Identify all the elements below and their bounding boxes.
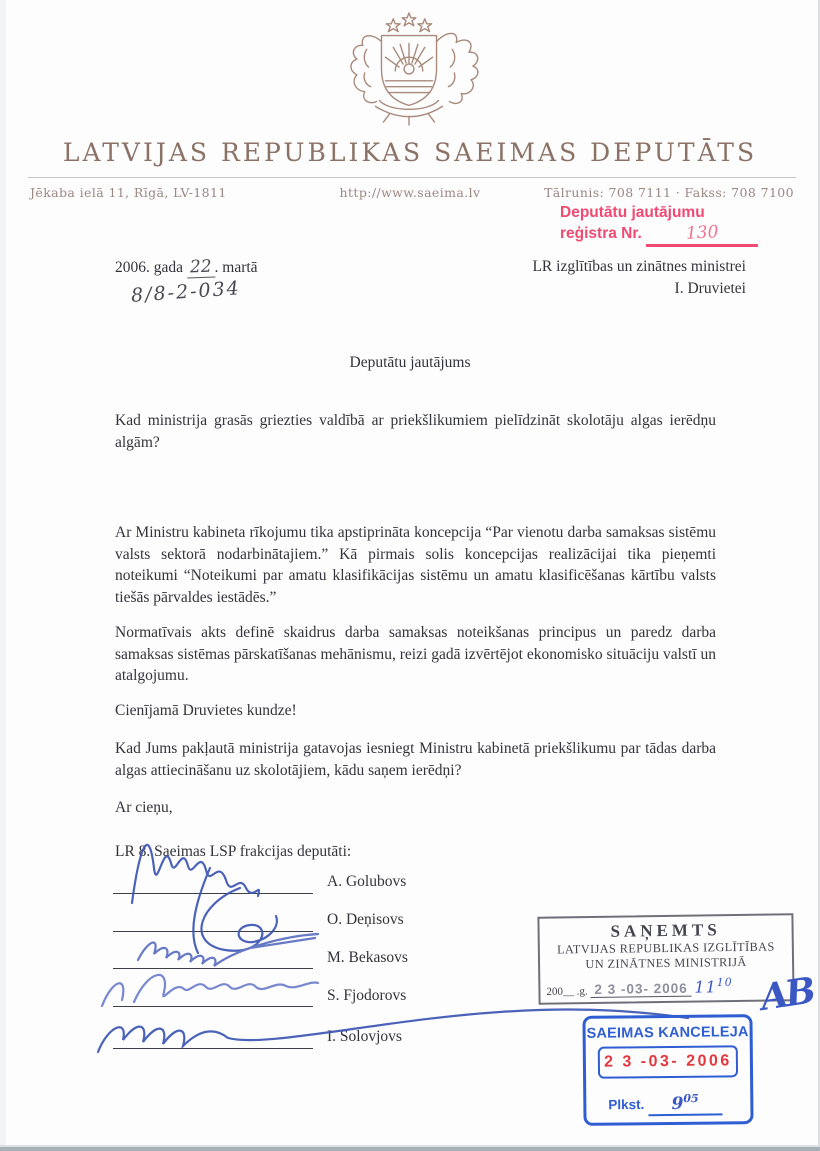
salutation: Cienījamā Druvietes kundze! bbox=[115, 702, 297, 719]
signature-scribble-3 bbox=[138, 934, 318, 966]
recipient-line1: LR izglītības un zinātnes ministrei bbox=[532, 258, 746, 275]
ministry-stamp-date-row bbox=[546, 975, 788, 999]
ministry-stamp-line1: LATVIJAS REPUBLIKAS IZGLĪTĪBAS bbox=[556, 939, 775, 957]
registry-stamp-line1: Deputātu jautājumu bbox=[560, 204, 705, 221]
date-suffix: . martā bbox=[214, 259, 258, 276]
signatory-name: M. Bekasovs bbox=[327, 949, 408, 966]
ministry-stamp-year-prefix: 200__ .g. bbox=[546, 985, 588, 998]
letterhead-phone-fax: Tālrunis: 708 7111 · Fakss: 708 7100 bbox=[544, 185, 794, 200]
ministry-stamp-initials-handwritten: AB bbox=[757, 969, 816, 1020]
letterhead-website: http://www.saeima.lv bbox=[339, 185, 481, 200]
scan-bottom-edge bbox=[0, 1147, 820, 1151]
date-day-handwritten: 22 bbox=[187, 257, 215, 279]
chancellery-stamp-date-box bbox=[598, 1045, 738, 1078]
subject-title: Deputātu jautājums bbox=[349, 354, 471, 371]
signatory-name: S. Fjodorovs bbox=[327, 987, 407, 1004]
paragraph-question-final: Kad Jums pakļautā ministrija gatavojas iesniegt Ministru kabinetā priekšlikumu par tādas darba algas attiecināšanu uz skolotājiem, kādu saņem ierēdņi? bbox=[115, 740, 716, 779]
letterhead-title: LATVIJAS REPUBLIKAS SAEIMAS DEPUTĀTS bbox=[62, 138, 758, 167]
recipient-line2: I. Druvietei bbox=[674, 280, 746, 297]
closing-phrase: Ar cieņu, bbox=[115, 799, 173, 816]
registry-stamp-line2 bbox=[560, 223, 758, 247]
signature-line bbox=[113, 1006, 313, 1007]
scan-left-edge bbox=[0, 0, 6, 1151]
signature-line bbox=[113, 1048, 313, 1049]
paragraph-body-1: Ar Ministru kabineta rīkojumu tika apstiprināta koncepcija “Par vienotu darba samaksas sistēmu valsts sektorā nodarbinātajiem.” Kā pirmais solis koncepcijas realizācijai tika pieņemti noteikumi “Noteikumi par amatu klasifikācijas sistēmu un amatu klasificēšanas kārtību valsts tiešās pārvaldes iestādēs.” bbox=[115, 524, 716, 606]
signatory-name: I. Solovjovs bbox=[327, 1028, 402, 1045]
registry-number-handwritten: 130 bbox=[685, 222, 719, 244]
chancellery-stamp-time-underline bbox=[648, 1092, 722, 1116]
chancellery-stamp-title: SAEIMAS KANCELEJA bbox=[586, 1024, 749, 1042]
chancellery-stamp-date: 2 3 -03- 2006 bbox=[603, 1052, 732, 1071]
paragraph-question-lead: Kad ministrija grasās griezties valdībā ar priekšlikumiem pielīdzināt skolotāju algas ierēdņu algām? bbox=[115, 412, 716, 451]
chancellery-stamp-time-row bbox=[608, 1092, 722, 1117]
paragraph-body-2: Normatīvais akts definē skaidrus darba samaksas noteikšanas principus un paredz darba samaksas sistēmas pārskatīšanas mehānismu, reizi gadā izvērtējot ekonomisko situāciju valstī un atalgojumu. bbox=[115, 624, 716, 684]
signature-line bbox=[113, 931, 313, 932]
signatories-intro: LR 8. Saeimas LSP frakcijas deputāti: bbox=[115, 843, 352, 860]
latvia-coat-of-arms-icon bbox=[330, 10, 488, 128]
date-prefix: 2006. gada bbox=[115, 259, 184, 276]
chancellery-stamp bbox=[582, 1014, 753, 1126]
ministry-stamp-title: SAŅEMTS bbox=[610, 920, 721, 941]
ministry-stamp-date: 2 3 -03- 2006 bbox=[590, 981, 692, 998]
signature-line bbox=[113, 968, 313, 969]
signatory-name: O. Deņisovs bbox=[327, 911, 404, 928]
chancellery-stamp-time-handwritten: $9^{05}$ bbox=[671, 1092, 699, 1114]
recipient-block bbox=[430, 256, 746, 300]
ministry-received-stamp bbox=[537, 913, 816, 1020]
registry-number-underline bbox=[646, 223, 758, 247]
signatory-name: A. Golubovs bbox=[327, 873, 407, 890]
letterhead-divider bbox=[28, 177, 796, 178]
signature-scribble-1b bbox=[193, 868, 210, 953]
registry-stamp-label: reģistra Nr. bbox=[560, 225, 642, 242]
signature-scribble-2 bbox=[201, 888, 276, 951]
registry-stamp bbox=[560, 202, 758, 247]
ministry-stamp-line2: UN ZINĀTNES MINISTRIJĀ bbox=[585, 954, 747, 972]
signature-scribble-4 bbox=[102, 975, 318, 1006]
signature-line bbox=[113, 893, 313, 894]
reference-number-handwritten: 8/8-2-034 bbox=[130, 277, 242, 307]
chancellery-stamp-time-label: Plkst. bbox=[608, 1097, 645, 1113]
ministry-stamp-time-handwritten: $11^{10}$ bbox=[694, 975, 733, 997]
date-line bbox=[115, 257, 258, 278]
letterhead-address: Jēkaba ielā 11, Rīgā, LV-1811 bbox=[30, 185, 227, 200]
